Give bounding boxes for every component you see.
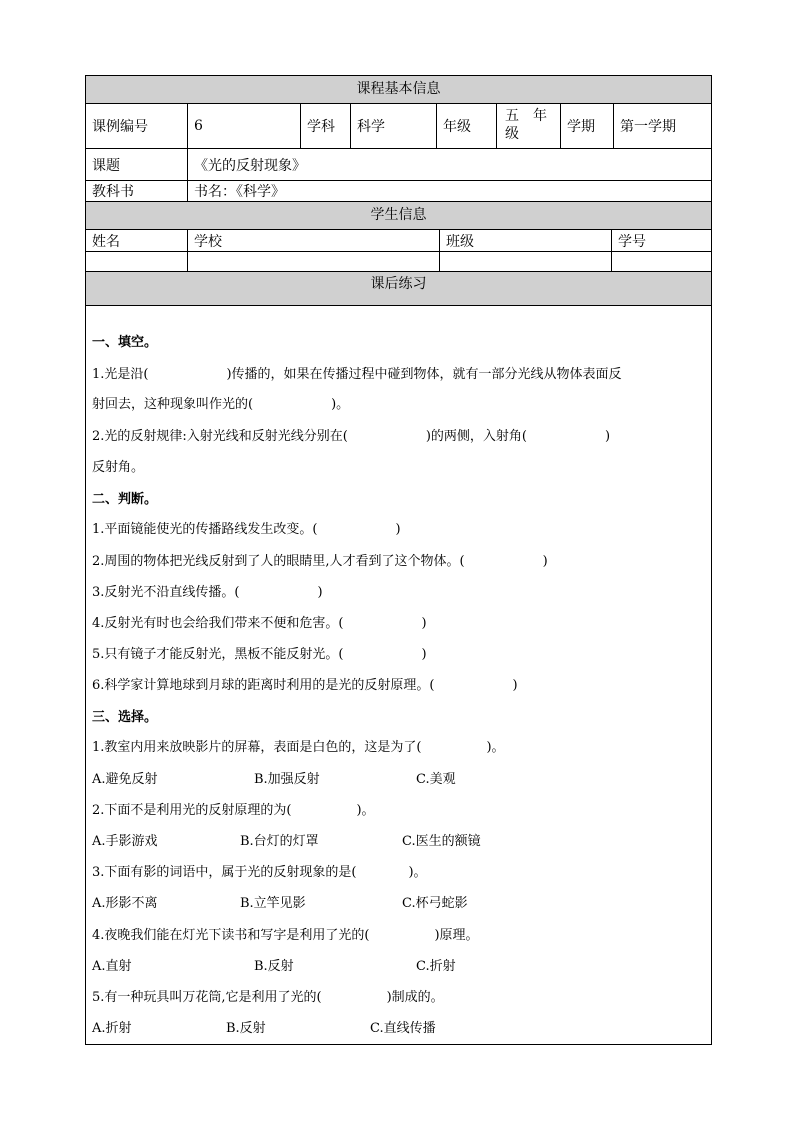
choice-q2-c: C.医生的额镜 bbox=[402, 834, 481, 849]
topic-value: 《光的反射现象》 bbox=[194, 157, 306, 174]
choice-q5-c: C.直线传播 bbox=[370, 1021, 436, 1036]
choice-q5-b: B.反射 bbox=[226, 1021, 266, 1036]
choice-q4-b: B.反射 bbox=[254, 959, 294, 974]
fill-line-4: 反射角。 bbox=[92, 460, 145, 475]
section-judge-title: 二、判断。 bbox=[92, 492, 158, 507]
student-id-label: 学号 bbox=[618, 233, 646, 250]
choice-q3-a: A.形影不离 bbox=[92, 896, 158, 911]
choice-q5-a: A.折射 bbox=[92, 1021, 132, 1036]
case-no-value: 6 bbox=[194, 118, 203, 134]
subject-label: 学科 bbox=[307, 119, 335, 135]
judge-item-2: 2.周围的物体把光线反射到了人的眼睛里,人才看到了这个物体。( ) bbox=[92, 554, 548, 569]
choice-q5: 5.有一种玩具叫万花筒,它是利用了光的( )制成的。 bbox=[92, 990, 444, 1005]
name-field[interactable] bbox=[86, 252, 187, 271]
choice-q4-c: C.折射 bbox=[416, 959, 456, 974]
judge-item-6: 6.科学家计算地球到月球的距离时利用的是光的反射原理。( ) bbox=[92, 678, 518, 693]
school-field[interactable] bbox=[188, 252, 439, 271]
name-label: 姓名 bbox=[92, 233, 120, 250]
grade-label: 年级 bbox=[443, 119, 471, 135]
choice-q1-a: A.避免反射 bbox=[92, 772, 158, 787]
choice-q1-c: C.美观 bbox=[416, 772, 456, 787]
grade-value-line2: 级 bbox=[505, 126, 519, 142]
term-value: 第一学期 bbox=[620, 119, 676, 135]
term-label: 学期 bbox=[567, 119, 595, 135]
choice-q3-b: B.立竿见影 bbox=[240, 896, 306, 911]
textbook-value: 书名：《科学》 bbox=[194, 184, 285, 200]
choice-q2: 2.下面不是利用光的反射原理的为( )。 bbox=[92, 803, 375, 818]
section-fill-title: 一、填空。 bbox=[92, 335, 158, 350]
section-choice-title: 三、选择。 bbox=[92, 710, 158, 725]
case-no-label: 课例编号 bbox=[92, 119, 148, 135]
course-info-header: 课程基本信息 bbox=[86, 76, 711, 103]
choice-q3: 3.下面有影的词语中，属于光的反射现象的是( )。 bbox=[92, 865, 427, 880]
subject-value: 科学 bbox=[357, 119, 385, 135]
judge-item-3: 3.反射光不沿直线传播。( ) bbox=[92, 585, 323, 600]
judge-item-5: 5.只有镜子才能反射光，黑板不能反射光。( ) bbox=[92, 647, 427, 662]
choice-q2-b: B.台灯的灯罩 bbox=[240, 834, 319, 849]
student-info-header: 学生信息 bbox=[86, 201, 711, 229]
choice-q2-a: A.手影游戏 bbox=[92, 834, 158, 849]
fill-line-1: 1.光是沿( )传播的，如果在传播过程中碰到物体，就有一部分光线从物体表面反 bbox=[92, 367, 622, 382]
fill-line-2: 射回去，这种现象叫作光的( )。 bbox=[92, 397, 350, 412]
student-id-field[interactable] bbox=[612, 252, 711, 271]
choice-q4-a: A.直射 bbox=[92, 959, 132, 974]
class-label: 班级 bbox=[446, 233, 474, 250]
topic-label: 课题 bbox=[92, 157, 120, 174]
choice-q1-b: B.加强反射 bbox=[254, 772, 320, 787]
exercise-header: 课后练习 bbox=[86, 271, 711, 305]
judge-item-4: 4.反射光有时也会给我们带来不便和危害。( ) bbox=[92, 616, 427, 631]
school-label: 学校 bbox=[194, 233, 222, 250]
grade-value-line1: 五 年 bbox=[505, 108, 547, 124]
class-field[interactable] bbox=[440, 252, 611, 271]
choice-q1: 1.教室内用来放映影片的屏幕，表面是白色的，这是为了( )。 bbox=[92, 740, 505, 755]
choice-q4: 4.夜晚我们能在灯光下读书和写字是利用了光的( )原理。 bbox=[92, 928, 479, 943]
fill-line-3: 2.光的反射规律:入射光线和反射光线分别在( )的两侧，入射角( ) bbox=[92, 429, 611, 444]
choice-q3-c: C.杯弓蛇影 bbox=[402, 896, 468, 911]
textbook-label: 教科书 bbox=[92, 184, 134, 200]
judge-item-1: 1.平面镜能使光的传播路线发生改变。( ) bbox=[92, 522, 401, 537]
grade-value bbox=[497, 104, 560, 148]
